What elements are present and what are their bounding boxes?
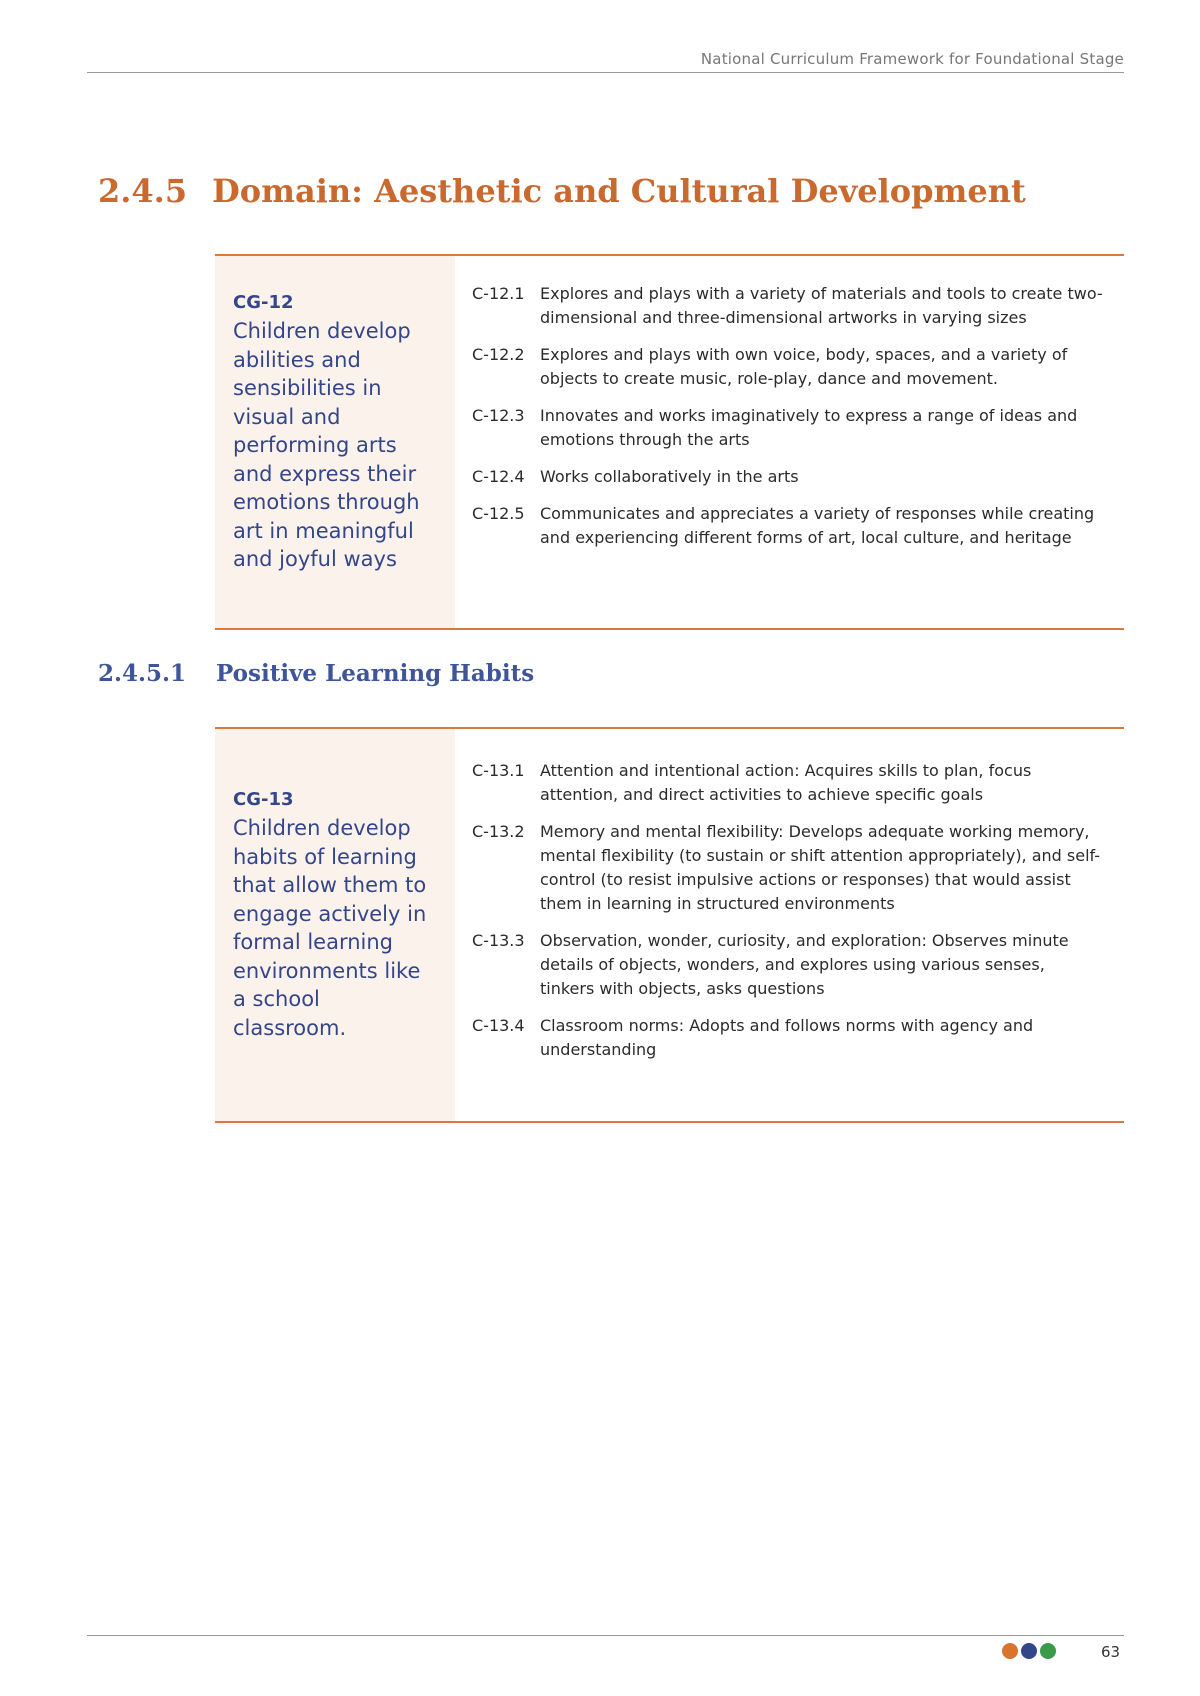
competency-item xyxy=(472,1014,1104,1062)
section-title: Domain: Aesthetic and Cultural Development xyxy=(212,172,1026,210)
competency-code: C-13.4 xyxy=(472,1016,525,1035)
competency-item xyxy=(472,929,1104,1001)
competency-item xyxy=(472,502,1104,550)
competency-text: Works collaboratively in the arts xyxy=(540,467,799,486)
competency-item xyxy=(472,820,1104,916)
cg12-competency-list xyxy=(455,256,1124,628)
competency-text: Memory and mental flexibility: Develops adequate working memory, mental flexibility (to sustain or shift attention appropriately), and self-control (to resist impulsive actions or responses) that would assist them in learning in structured environments xyxy=(540,822,1101,913)
competency-code: C-13.2 xyxy=(472,822,525,841)
competency-code: C-12.2 xyxy=(472,345,525,364)
header-divider xyxy=(87,72,1124,73)
competency-text: Communicates and appreciates a variety of responses while creating and experiencing different forms of art, local culture, and heritage xyxy=(540,504,1095,547)
cg12-table xyxy=(215,254,1124,630)
navy-circle-icon xyxy=(1021,1643,1037,1659)
cg13-table xyxy=(215,727,1124,1123)
footer-logo-group xyxy=(1002,1643,1056,1659)
competency-item xyxy=(472,404,1104,452)
subsection-heading xyxy=(98,660,534,687)
section-heading xyxy=(98,172,1026,210)
competency-text: Explores and plays with own voice, body, spaces, and a variety of objects to create music, role-play, dance and movement. xyxy=(540,345,1068,388)
competency-text: Explores and plays with a variety of materials and tools to create two-dimensional and three-dimensional artworks in varying sizes xyxy=(540,284,1103,327)
subsection-number: 2.4.5.1 xyxy=(98,660,187,687)
page-number: 63 xyxy=(1101,1643,1121,1661)
cg13-competency-list xyxy=(455,729,1124,1121)
competency-code: C-13.1 xyxy=(472,761,525,780)
competency-item xyxy=(472,465,1104,489)
orange-circle-icon xyxy=(1002,1643,1018,1659)
cg13-goal-panel xyxy=(215,729,455,1121)
competency-code: C-13.3 xyxy=(472,931,525,950)
competency-code: C-12.3 xyxy=(472,406,525,425)
competency-code: C-12.5 xyxy=(472,504,525,523)
cg12-description: Children develop abilities and sensibilities in visual and performing arts and express their emotions through art in meaningful and joyful ways xyxy=(233,319,420,571)
competency-item xyxy=(472,343,1104,391)
section-number: 2.4.5 xyxy=(98,172,188,210)
competency-text: Innovates and works imaginatively to express a range of ideas and emotions through the arts xyxy=(540,406,1078,449)
competency-item xyxy=(472,759,1104,807)
cg12-id: CG-12 xyxy=(233,292,294,313)
competency-code: C-12.1 xyxy=(472,284,525,303)
cg12-goal-panel xyxy=(215,256,455,628)
cg13-description: Children develop habits of learning that allow them to engage actively in formal learning environments like a school classroom. xyxy=(233,816,427,1040)
running-header: National Curriculum Framework for Foundational Stage xyxy=(700,50,1124,68)
competency-item xyxy=(472,282,1104,330)
footer-divider xyxy=(87,1635,1124,1636)
competency-text: Attention and intentional action: Acquires skills to plan, focus attention, and direct activities to achieve specific goals xyxy=(540,761,1032,804)
green-circle-icon xyxy=(1040,1643,1056,1659)
subsection-title: Positive Learning Habits xyxy=(216,660,535,687)
competency-text: Observation, wonder, curiosity, and exploration: Observes minute details of objects, wonders, and explores using various senses, tinkers with objects, asks questions xyxy=(540,931,1069,998)
competency-text: Classroom norms: Adopts and follows norms with agency and understanding xyxy=(540,1016,1034,1059)
cg13-id: CG-13 xyxy=(233,789,294,810)
competency-code: C-12.4 xyxy=(472,467,525,486)
